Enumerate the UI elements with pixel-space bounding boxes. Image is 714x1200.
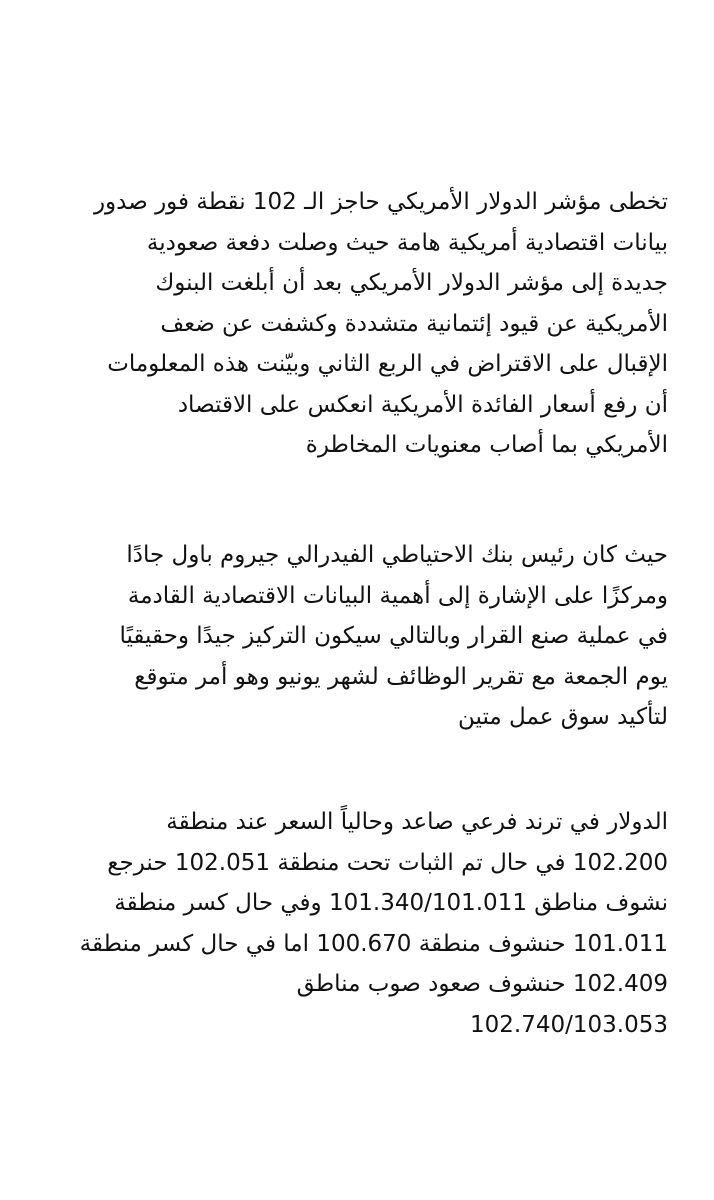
- paragraph-line: تخطى مؤشر الدولار الأمريكي حاجز الـ 102 نقطة فور صدور: [93, 189, 668, 215]
- paragraph-line: حيث كان رئيس بنك الاحتياطي الفيدرالي جيروم باول جادًا: [126, 542, 668, 568]
- paragraph-dollar-index-breakout: [40, 182, 668, 466]
- paragraph-price-levels: [40, 802, 668, 1045]
- paragraph-line: 102.200 في حال تم الثبات تحت منطقة 102.051 حنرجع: [107, 849, 668, 876]
- paragraph-line: الأمريكية عن قيود إئتمانية متشددة وكشفت عن ضعف: [160, 310, 668, 337]
- paragraph-line: الأمريكي بما أصاب معنويات المخاطرة: [305, 432, 668, 458]
- paragraph-line: 101.011 حنشوف منطقة 100.670 اما في حال كسر منطقة: [79, 930, 668, 957]
- paragraph-line: نشوف مناطق 101.340/101.011 وفي حال كسر منطقة: [114, 890, 668, 916]
- paragraph-line: الدولار في ترند فرعي صاعد وحالياً السعر عند منطقة: [166, 809, 668, 835]
- paragraph-line: الإقبال على الاقتراض في الربع الثاني وبيّنت هذه المعلومات: [107, 351, 668, 377]
- paragraph-line: في عملية صنع القرار وبالتالي سيكون التركيز جيدًا وحقيقيًا: [119, 623, 668, 649]
- paragraph-line: لتأكيد سوق عمل متين: [458, 704, 668, 730]
- paragraph-line: 102.409 حنشوف صعود صوب مناطق: [296, 971, 668, 997]
- paragraph-line: ومركزًا على الإشارة إلى أهمية البيانات الاقتصادية القادمة: [127, 582, 668, 609]
- paragraph-line: يوم الجمعة مع تقرير الوظائف لشهر يونيو وهو أمر متوقع: [134, 663, 668, 690]
- paragraph-line: أن رفع أسعار الفائدة الأمريكية انعكس على الاقتصاد: [177, 391, 668, 418]
- paragraph-fed-powell: [40, 535, 668, 738]
- paragraph-line: جديدة إلى مؤشر الدولار الأمريكي بعد أن أبلغت البنوك: [155, 270, 668, 296]
- paragraph-line: 102.740/103.053: [470, 1011, 668, 1038]
- paragraph-line: بيانات اقتصادية أمريكية هامة حيث وصلت دفعة صعودية: [146, 229, 668, 256]
